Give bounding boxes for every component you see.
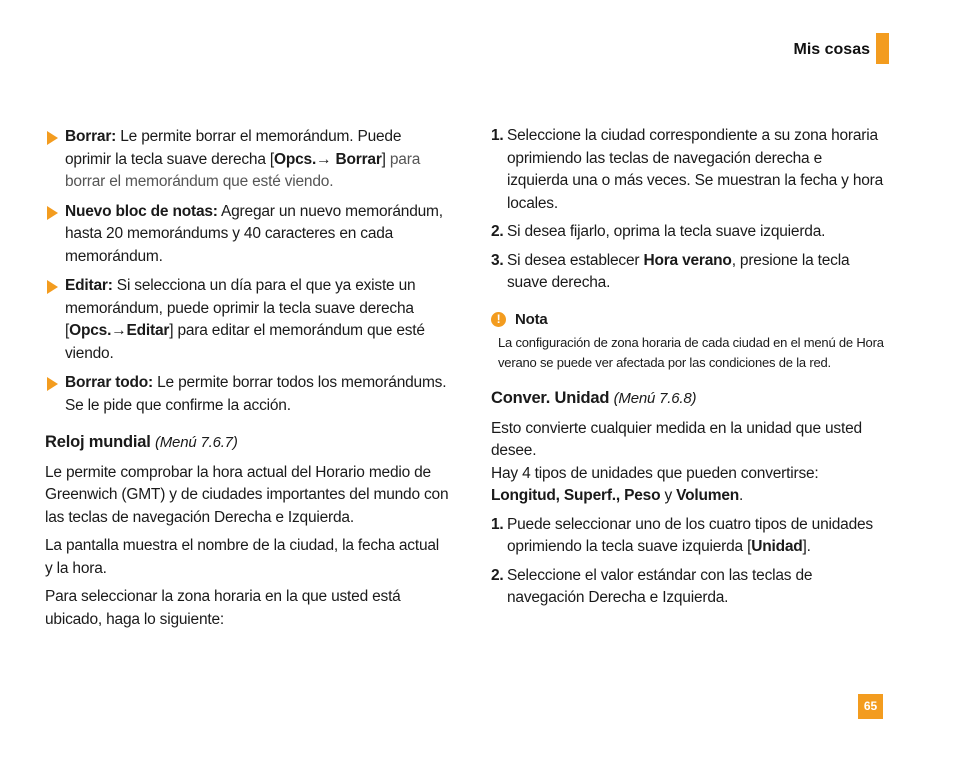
note-body: La configuración de zona horaria de cada ciudad en el menú de Hora verano se puede ver afectada por las condiciones de la red. (498, 335, 884, 370)
bullet-text-gray: para borrar el memorándum que esté viendo. (65, 150, 421, 190)
conver-menu-ref: (Menú 7.6.8) (613, 390, 697, 407)
units-and: y (660, 487, 677, 504)
bullet-text: ] para editar el memorándum que esté viendo. (65, 322, 425, 362)
conver-title: Conver. Unidad (491, 389, 610, 407)
conver-step-1 (491, 514, 886, 559)
note-title: Nota (515, 310, 548, 328)
bullet-nuevo-bloc (45, 201, 450, 269)
bullet-term: Borrar: (65, 128, 117, 145)
conver-paragraph-2: Hay 4 tipos de unidades que pueden convertirse: (491, 464, 819, 482)
left-column (45, 126, 450, 637)
bullet-key: Editar (126, 322, 170, 339)
step-text: Si desea establecer (507, 251, 644, 269)
units-end: . (739, 487, 744, 504)
step-number: 3. (491, 251, 504, 269)
step-number: 1. (491, 127, 504, 144)
bullet-text: Si selecciona un día para el que ya existe un memorándum, puede oprimir la tecla suave derecha [ (65, 277, 416, 339)
step-number: 1. (491, 515, 504, 533)
right-arrow-icon: → (316, 150, 332, 168)
bullet-term: Borrar todo: (65, 374, 154, 391)
reloj-heading (45, 431, 450, 455)
reloj-paragraph-3: Para seleccionar la zona horaria en la que usted está ubicado, haga lo siguiente: (45, 588, 401, 628)
note-heading (491, 309, 886, 332)
bullet-key: Opcs. (273, 150, 317, 168)
bullet-text: ] (381, 150, 390, 168)
step-text: , presione la tecla suave derecha. (507, 251, 850, 291)
step-2 (491, 221, 886, 244)
bullet-borrar (45, 126, 450, 194)
step-text: Seleccione el valor estándar con las teclas de navegación Derecha e Izquierda. (507, 566, 813, 606)
bullet-editar (45, 275, 450, 365)
right-arrow-icon: → (111, 322, 127, 339)
step-bold: Hora verano (643, 251, 732, 269)
step-3 (491, 250, 886, 295)
conver-step-2 (491, 565, 886, 610)
units-last: Volumen (676, 487, 740, 504)
reloj-title: Reloj mundial (45, 433, 151, 451)
arrow-bullet-icon (47, 206, 58, 220)
bullet-term: Nuevo bloc de notas: (65, 202, 218, 220)
right-column (491, 125, 886, 616)
arrow-bullet-icon (47, 377, 58, 391)
conver-units (491, 485, 886, 508)
conver-heading (491, 387, 886, 411)
step-bold: Unidad (751, 538, 803, 555)
units-list: Longitud, Superf., Peso (491, 487, 661, 504)
step-text: Si desea fijarlo, oprima la tecla suave izquierda. (507, 223, 826, 240)
arrow-bullet-icon (47, 131, 58, 145)
bullet-text: Le permite borrar todos los memorándums. Se le pide que confirme la acción. (65, 374, 447, 414)
arrow-bullet-icon (47, 280, 58, 294)
reloj-paragraph-2: La pantalla muestra el nombre de la ciudad, la fecha actual y la hora. (45, 537, 440, 577)
bullet-key: Borrar (331, 150, 382, 168)
section-tab-marker (876, 33, 889, 64)
warning-icon: ! (491, 312, 506, 327)
bullet-key: Opcs. (69, 322, 112, 339)
bullet-text: Agregar un nuevo memorándum, hasta 20 memorándums y 40 caracteres en cada memorándum. (65, 202, 443, 265)
step-number: 2. (491, 223, 504, 240)
reloj-menu-ref: (Menú 7.6.7) (154, 434, 238, 451)
step-number: 2. (491, 566, 504, 584)
bullet-text: Le permite borrar el memorándum. Puede oprimir la tecla suave derecha [ (65, 128, 402, 168)
conver-paragraph-1: Esto convierte cualquier medida en la unidad que usted desee. (491, 419, 862, 459)
step-text: Puede seleccionar uno de los cuatro tipos de unidades oprimiendo la tecla suave izquierda [ (507, 515, 873, 555)
section-title: Mis cosas (793, 41, 870, 58)
bullet-borrar-todo (45, 372, 450, 417)
page-number: 65 (858, 694, 883, 719)
step-1 (491, 125, 886, 215)
step-text: Seleccione la ciudad correspondiente a su zona horaria oprimiendo las teclas de navegación derecha e izquierda una o más veces. Se muestran la fecha y hora locales. (507, 127, 884, 212)
reloj-paragraph-1: Le permite comprobar la hora actual del Horario medio de Greenwich (GMT) y de ciudades importantes del mundo con las teclas de navegación Derecha e Izquierda. (45, 463, 449, 526)
step-text: ]. (802, 538, 811, 555)
bullet-term: Editar: (65, 277, 113, 294)
